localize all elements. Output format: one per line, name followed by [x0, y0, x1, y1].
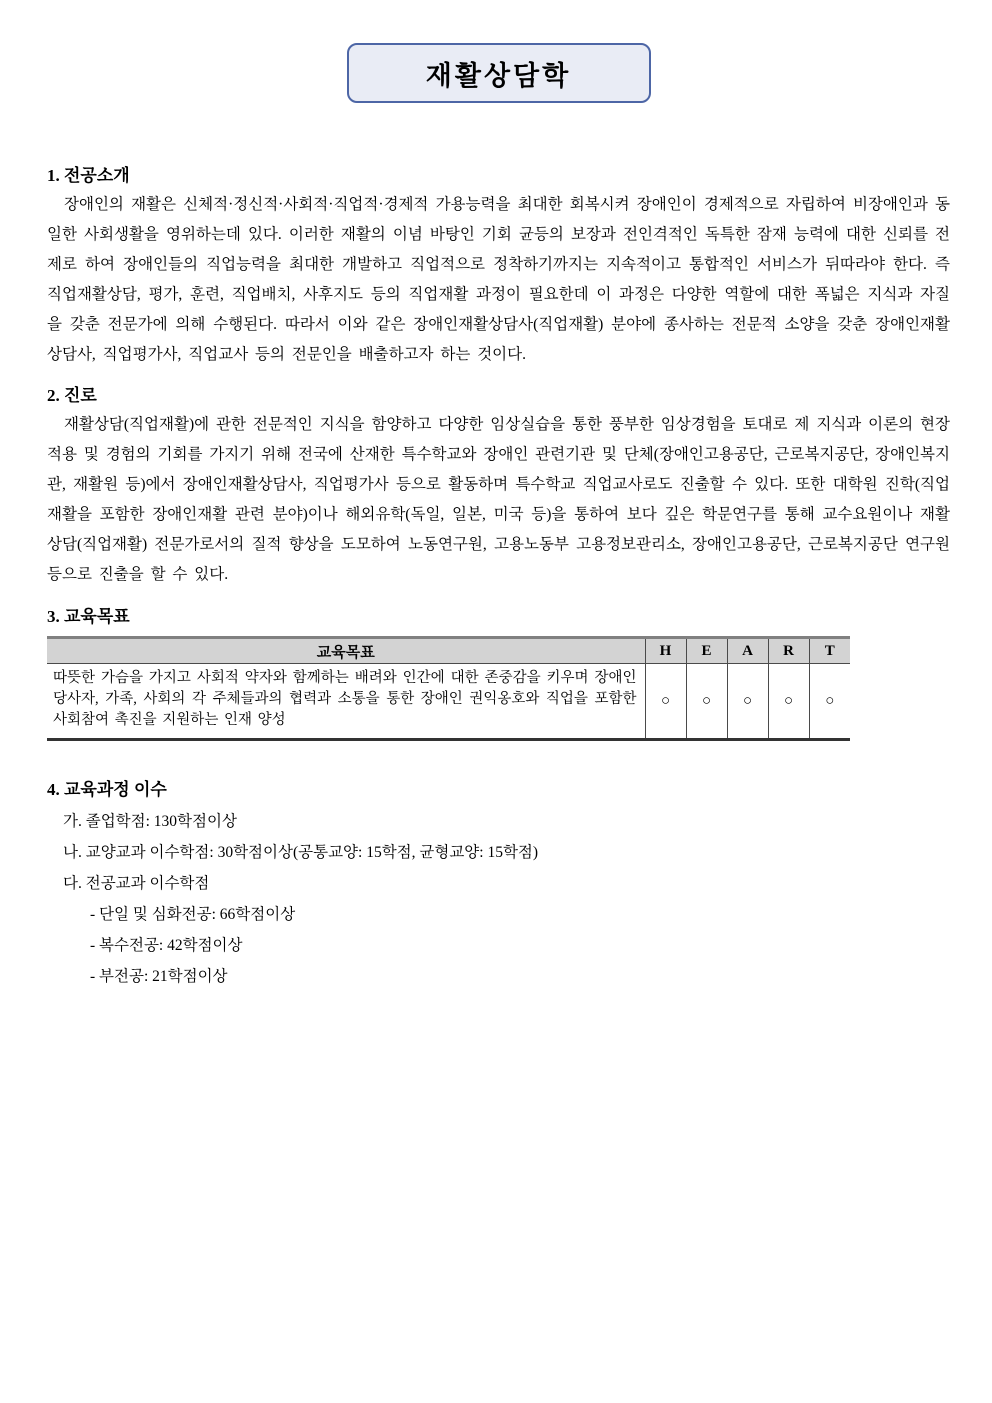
list-item-liberal-arts-credits: 나. 교양교과 이수학점: 30학점이상(공통교양: 15학점, 균형교양: 15학점) [63, 844, 539, 861]
section-heading-major-introduction: 1. 전공소개 [47, 166, 130, 185]
career-path-paragraph: 재활상담(직업재활)에 관한 전문적인 지식을 함양하고 다양한 임상실습을 통한 풍부한 임상경험을 토대로 제 지식과 이론의 현장 적용 및 경험의 기회를 가지기 위해 전국에 산재한 특수학교와 장애인 관련기관 및 단체(장애인고용공단, 근로복지공단, 장애인복지관, 재활원 등)에서 장애인재활상담사, 직업평가사 등으로 활동하며 특수학교 직업교사로도 진출할 수 있다. 또한 대학원 진학(직업재활을 포함한 장애인재활 관련 분야)이나 해외유학(독일, 일본, 미국 등)을 통하여 보다 깊은 학문연구를 통해 교수요원이나 재활상담(직업재활) 전문가로서의 질적 향상을 도모하여 노동연구원, 고용노동부 고용정보관리소, 장애인고용공단, 근로복지공단 연구원 등으로 진출을 할 수 있다. [47, 416, 950, 583]
section-heading-education-goals: 3. 교육목표 [47, 607, 130, 626]
goal-text-cell: 따뜻한 가슴을 가지고 사회적 약자와 함께하는 배려와 인간에 대한 존중감을 키우며 장애인당사자, 가족, 사회의 각 주체들과의 협력과 소통을 통한 장애인 권익옹호와 직업을 포함한 사회참여 촉진을 지원하는 인재 양성 [53, 670, 637, 728]
table-row [47, 664, 850, 740]
list-item-double-major: - 복수전공: 42학점이상 [90, 937, 243, 954]
curriculum-list [47, 806, 950, 992]
list-item-graduation-credits: 가. 졸업학점: 130학점이상 [63, 813, 237, 830]
mark-cell-a: ○ [727, 664, 768, 740]
education-goals-table [47, 636, 850, 741]
mark-cell-h: ○ [645, 664, 686, 740]
column-header-a: A [727, 638, 768, 664]
mark-cell-e: ○ [686, 664, 727, 740]
list-item-single-intensive-major: - 단일 및 심화전공: 66학점이상 [90, 906, 296, 923]
mark-cell-r: ○ [768, 664, 809, 740]
section-heading-career-path: 2. 진로 [47, 386, 97, 405]
mark-cell-t: ○ [809, 664, 850, 740]
column-header-h: H [645, 638, 686, 664]
column-header-t: T [809, 638, 850, 664]
list-item-minor: - 부전공: 21학점이상 [90, 968, 228, 985]
column-header-goal: 교육목표 [47, 638, 645, 664]
section-education-goals [47, 604, 950, 741]
section-major-introduction [47, 163, 950, 370]
section-curriculum-completion [47, 777, 950, 992]
table-header-row [47, 638, 850, 664]
major-introduction-paragraph: 장애인의 재활은 신체적·정신적·사회적·직업적·경제적 가용능력을 최대한 회복시켜 장애인이 경제적으로 자립하여 비장애인과 동일한 사회생활을 영위하는데 있다. 이러한 재활의 이념 바탕인 기회 균등의 보장과 전인격적인 독특한 잠재 능력에 대한 신뢰를 전제로 하여 장애인들의 직업능력을 최대한 개발하고 직업적으로 정착하기까지는 지속적이고 통합적인 서비스가 뒤따라야 한다. 즉 직업재활상담, 평가, 훈련, 직업배치, 사후지도 등의 직업재활 과정이 필요한데 이 과정은 다양한 역할에 대한 폭넓은 지식과 자질을 갖춘 전문가에 의해 수행된다. 따라서 이와 같은 장애인재활상담사(직업재활) 분야에 종사하는 전문적 소양을 갖춘 장애인재활상담사, 직업평가사, 직업교사 등의 전문인을 배출하고자 하는 것이다. [47, 196, 950, 363]
column-header-e: E [686, 638, 727, 664]
column-header-r: R [768, 638, 809, 664]
document-title: 재활상담학 [425, 60, 572, 91]
section-heading-curriculum-completion: 4. 교육과정 이수 [47, 780, 167, 799]
list-item-major-credits: 다. 전공교과 이수학점 [63, 875, 210, 892]
document-title-box [347, 43, 651, 103]
section-career-path [47, 383, 950, 590]
